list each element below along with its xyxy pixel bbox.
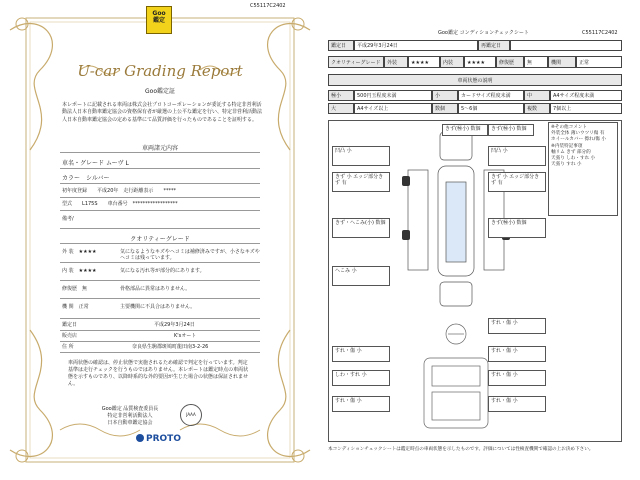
signature-block: Goo鑑定 品質検査委員長 特定非営利活動法人 日本自動車鑑定協会: [101, 406, 159, 426]
vehicle-row-registration: 初年度登録 平成20年 走行距離表示 *****: [62, 188, 176, 194]
damage-label: すれ・傷 小: [332, 346, 390, 362]
legend-key: 小: [432, 90, 458, 101]
damage-label: すれ・傷 小: [488, 396, 546, 412]
intro-text: 本レポートに記載される車両は株式会社プロトコーポレーションが委託する特定非営利活動法人日本自動車鑑定協会の資格保有者が厳選の上公平な鑑定を行い、特定非営利活動法人日本自動車鑑定協会の定める基準にて品質評価を行ったものであることを証明する。: [62, 102, 263, 123]
damage-label: 凹凸 小: [332, 146, 390, 166]
jaaa-seal: JAAA: [180, 404, 202, 426]
damage-label: すれ・傷 小: [332, 396, 390, 412]
vehicle-row-color: カラー シルバー: [62, 175, 110, 182]
goo-badge: Goo 鑑定: [146, 6, 172, 34]
reappraisal-date-label: 再鑑定日: [478, 40, 510, 51]
damage-label: きず 小 エッジ部分きず 有: [332, 172, 390, 192]
legend-value: カードサイズ程度未満: [458, 90, 524, 101]
appraisal-date-row: 鑑定日 平成29年3月24日: [62, 322, 195, 328]
appraisal-date-value: 平成29年3月24日: [354, 40, 478, 51]
quality-row-repair-history: 修復歴 無 骨格部品に異常はありません。: [62, 286, 191, 292]
ext-label: 外装: [384, 56, 408, 68]
int-label: 内装: [440, 56, 464, 68]
legend-key: 複数: [524, 103, 550, 114]
damage-label: すれ・傷 小: [488, 370, 546, 386]
quality-title: クオリティーグレード: [130, 236, 190, 243]
vehicle-section-title: 車両諸元内容: [141, 145, 178, 152]
legend-value: 500円玉程度未満: [354, 90, 432, 101]
damage-label: すれ・傷 小: [488, 318, 546, 334]
condition-check-sheet: [320, 0, 640, 480]
dealer-row: 販売店 K'sオート: [62, 333, 197, 339]
damage-label: すれ・傷 小: [488, 346, 546, 362]
damage-label: へこみ 小: [332, 266, 390, 286]
disclaimer-note: 車両状態の確認は、停止状態で実施されるため確認で判定を行っています。判定基準は走行チェックを行うものではありません。本レポートは鑑定時点の車両状態を示すものであり、以降時系的な外的要因が生じた場合の状態は保証されません。: [68, 360, 249, 387]
vehicle-row-model: 型式 L175S 車台番号 ******************: [62, 201, 178, 207]
damage-label: 凹凸 小: [488, 146, 546, 166]
comments-box: ※その他コメント 外装全体 薄いウツリ傷 有 ホイールカバー 擦れ/傷 小 ※内装特記事項 軸リム きず 部分的 天張り しわ・すれ 小 天張り すれ 小: [548, 122, 618, 216]
repair-value: 無: [524, 56, 548, 68]
damage-label: しわ・すれ 小: [332, 370, 390, 386]
legend-key: 中: [524, 90, 550, 101]
engine-label: 機関: [548, 56, 576, 68]
legend-key: 極小: [328, 90, 354, 101]
int-stars: ★★★★: [464, 56, 496, 68]
quality-row-interior: 内 装 ★★★★ 気になる汚れ等が部分的にあります。: [62, 268, 205, 274]
proto-logo-mark-icon: [136, 434, 144, 442]
right-id-code: C55117C2402: [582, 30, 618, 36]
quality-grade-label: クオリティーグレード: [328, 56, 384, 68]
damage-label: きず(極小) 数個: [488, 124, 534, 136]
address-row: 住 所 奈良県生駒郡斑鳩町龍田南3-2-26: [62, 344, 209, 350]
damage-label: きず(極小) 数個: [442, 124, 488, 136]
ext-stars: ★★★★: [408, 56, 440, 68]
legend-value: A4サイズ程度未満: [550, 90, 622, 101]
legend-value: A4サイズ以上: [354, 103, 432, 114]
damage-label: きず(極小) 数個: [488, 218, 546, 238]
legend-value: 7個以上: [550, 103, 622, 114]
legend-title: 車両状態の説明: [328, 74, 622, 86]
damage-label: きず・へこみ(小) 数個: [332, 218, 390, 238]
left-id-code: C55117C2402: [250, 3, 286, 9]
vehicle-row-name: 車名・グレード ムーヴ L: [62, 160, 129, 167]
appraisal-date-label: 鑑定日: [328, 40, 354, 51]
legend-key: 大: [328, 103, 354, 114]
engine-value: 正常: [576, 56, 622, 68]
repair-label: 修復歴: [496, 56, 524, 68]
car-outline-diagram: [400, 122, 520, 440]
legend-value: 5～6個: [458, 103, 524, 114]
quality-row-engine: 機 関 正常 主要機関に不具合はありません。: [62, 304, 196, 310]
proto-logo: PROTO: [136, 434, 181, 444]
damage-label: きず 小 エッジ部分きず 有: [488, 172, 546, 192]
report-subtitle: Goo鑑定証: [145, 88, 175, 95]
reappraisal-date-value: [510, 40, 622, 51]
report-title: U-car Grading Report: [77, 62, 243, 80]
legend-key: 数個: [432, 103, 458, 114]
sheet-footer: 本コンディションチェックシートは鑑定時点の車両状態を示したものです。評価については性検査機関で確認の上お決め下さい。: [328, 447, 594, 452]
sheet-title: Goo鑑定 コンディションチェックシート: [438, 30, 529, 36]
quality-row-exterior: 外 装 ★★★★ 気になるようなキズやヘコミは補修済みですが、小さなキズやヘコミは残っています。: [62, 249, 260, 262]
vehicle-row-remarks: 備考/: [62, 216, 74, 222]
